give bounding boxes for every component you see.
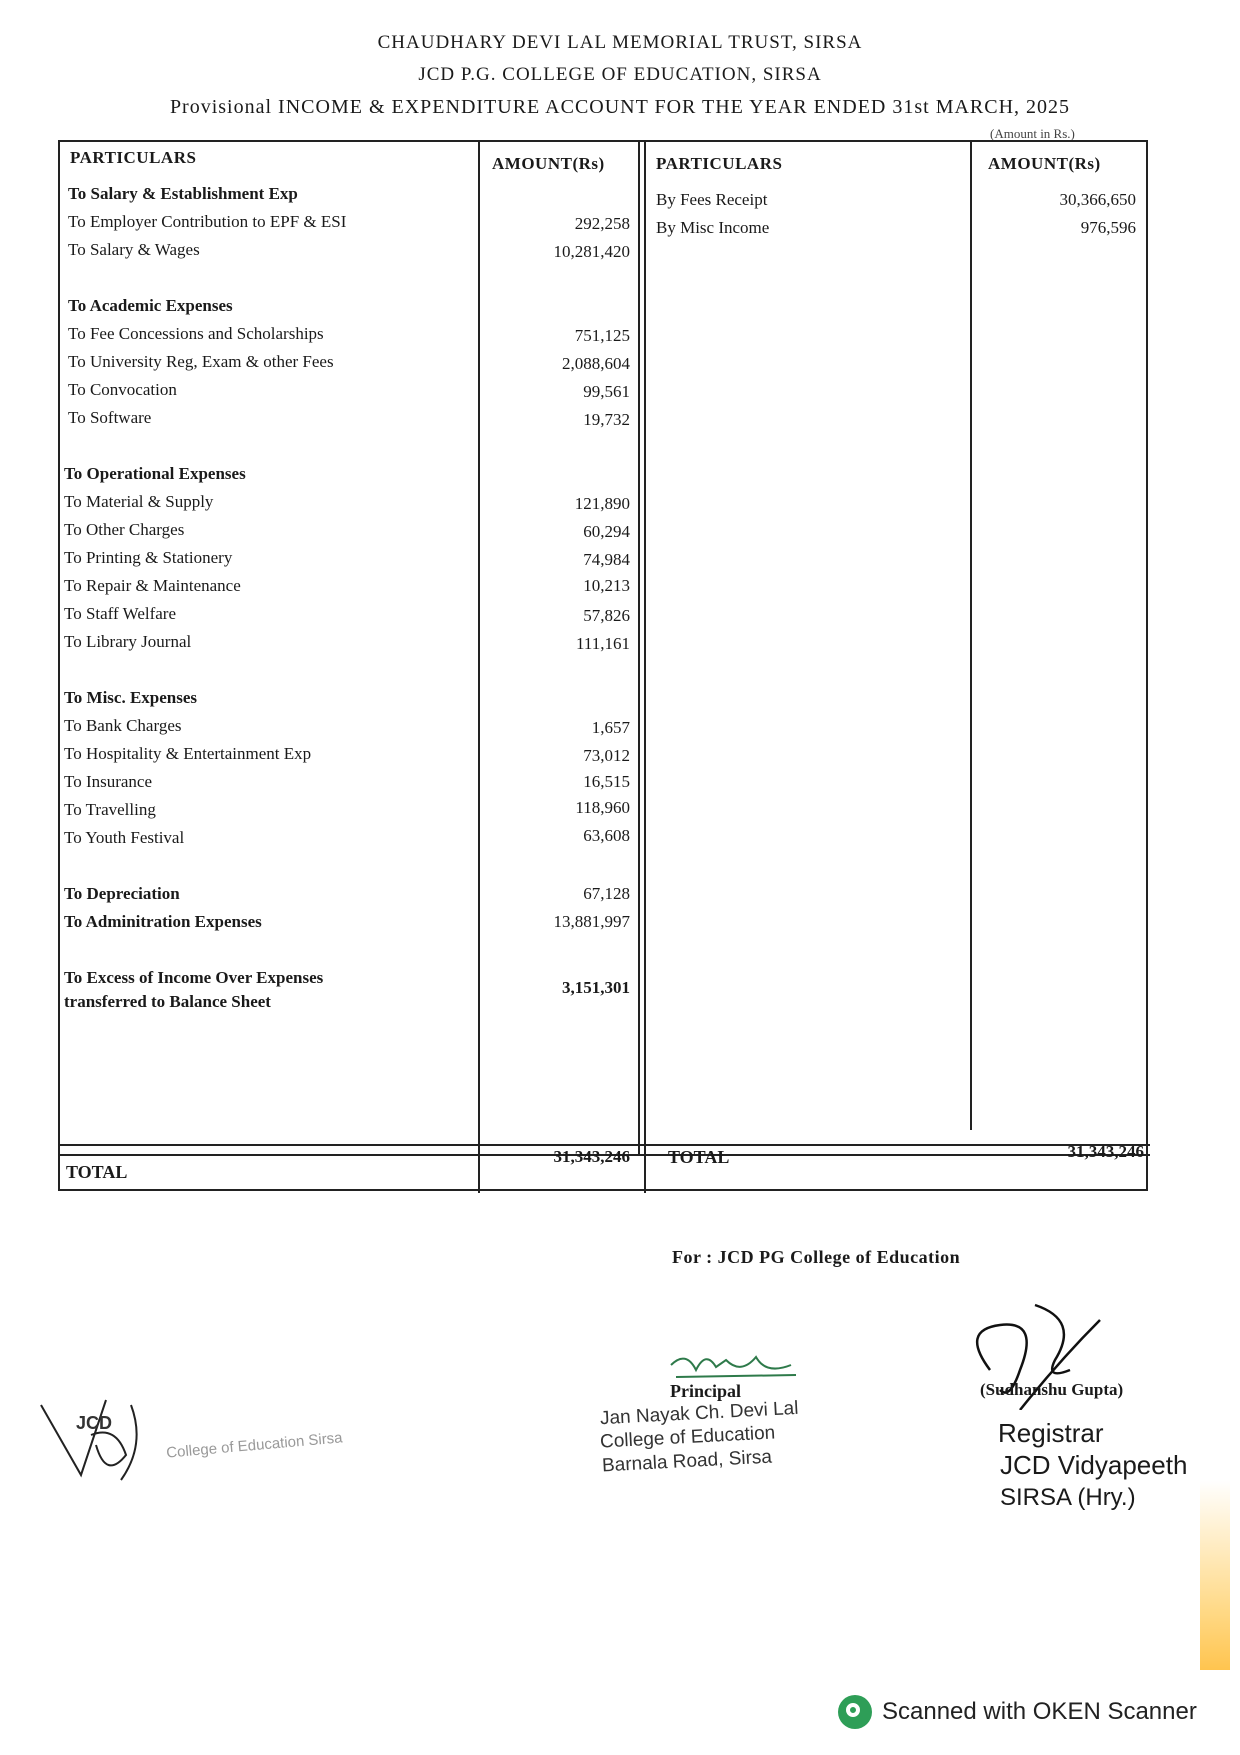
amount-unit-note: (Amount in Rs.) <box>990 126 1075 141</box>
expenditure-item: To Printing & Stationery <box>64 548 233 567</box>
registrar-stamp-line-3: SIRSA (Hry.) <box>1000 1484 1136 1511</box>
expenditure-item: To Software <box>68 408 152 427</box>
expenditure-heading: To Operational Expenses <box>64 464 246 483</box>
scanner-watermark <box>838 1695 1197 1729</box>
left-signature-mark <box>36 1385 156 1485</box>
expenditure-item: To Material & Supply <box>64 492 214 511</box>
expenditure-item: To Youth Festival <box>64 828 185 847</box>
expenditure-heading: transferred to Balance Sheet <box>64 992 271 1011</box>
divider-right-amount <box>970 142 972 1130</box>
expenditure-item: To Salary & Wages <box>68 240 200 259</box>
total-amount-left: 31,343,246 <box>553 1147 630 1166</box>
page-edge-shadow <box>1200 1480 1230 1670</box>
col-particulars-right: PARTICULARS <box>656 154 783 173</box>
expenditure-item: To Bank Charges <box>64 716 182 735</box>
expenditure-amount: 118,960 <box>575 798 630 817</box>
expenditure-amount: 2,088,604 <box>562 354 630 373</box>
expenditure-heading: To Depreciation <box>64 884 180 903</box>
registrar-stamp-line-2: JCD Vidyapeeth <box>1000 1450 1188 1480</box>
principal-signature-mark <box>666 1345 806 1385</box>
expenditure-amount: 16,515 <box>583 772 630 791</box>
principal-title: Principal <box>670 1381 741 1401</box>
expenditure-heading: To Salary & Establishment Exp <box>68 184 298 203</box>
expenditure-item: To Travelling <box>64 800 156 819</box>
registrar-signature-block <box>960 1300 1220 1530</box>
scanner-logo-icon <box>838 1695 872 1729</box>
college-name: JCD P.G. COLLEGE OF EDUCATION, SIRSA <box>418 64 822 85</box>
expenditure-amount: 19,732 <box>583 410 630 429</box>
income-expenditure-table <box>58 140 1148 1191</box>
expenditure-heading: To Academic Expenses <box>68 296 233 315</box>
total-label-right: TOTAL <box>668 1147 730 1167</box>
left-stamp-line-2: College of Education Sirsa <box>165 1429 344 1462</box>
total-amount-right: 31,343,246 <box>1067 1142 1144 1161</box>
expenditure-item: To Insurance <box>64 772 153 791</box>
expenditure-item: To Library Journal <box>64 632 192 651</box>
principal-stamp-line-1: Jan Nayak Ch. Devi Lal <box>599 1397 799 1430</box>
col-particulars-left: PARTICULARS <box>70 148 197 167</box>
divider-left-amount <box>478 142 480 1193</box>
expenditure-amount: 57,826 <box>583 606 630 625</box>
expenditure-amount: 63,608 <box>583 826 630 845</box>
scanner-label: Scanned with OKEN Scanner <box>882 1698 1197 1725</box>
expenditure-amount: 1,657 <box>591 718 630 737</box>
expenditure-item: To Employer Contribution to EPF & ESI <box>68 212 347 231</box>
income-item: By Misc Income <box>656 218 770 237</box>
principal-signature-block <box>596 1345 856 1505</box>
col-amount-right: AMOUNT(Rs) <box>988 154 1101 173</box>
expenditure-amount: 292,258 <box>574 214 630 233</box>
expenditure-amount: 99,561 <box>583 382 630 401</box>
expenditure-item: To Hospitality & Entertainment Exp <box>64 744 312 763</box>
expenditure-amount: 10,281,420 <box>553 242 630 261</box>
expenditure-item: To University Reg, Exam & other Fees <box>68 352 334 371</box>
income-amount: 976,596 <box>1080 218 1136 237</box>
principal-stamp-line-2: College of Education <box>599 1422 776 1453</box>
left-signature-stamp <box>36 1385 416 1495</box>
divider-center-2 <box>644 142 646 1193</box>
expenditure-amount: 74,984 <box>583 550 630 569</box>
for-college-line: For : JCD PG College of Education <box>672 1247 961 1267</box>
expenditure-amount: 73,012 <box>583 746 630 765</box>
col-amount-left: AMOUNT(Rs) <box>492 154 605 173</box>
expenditure-item: To Other Charges <box>64 520 185 539</box>
expenditure-heading: To Excess of Income Over Expenses <box>64 968 324 987</box>
expenditure-amount: 3,151,301 <box>562 978 630 997</box>
left-stamp-line-1: JCD <box>76 1413 113 1433</box>
income-item: By Fees Receipt <box>656 190 768 209</box>
expenditure-amount: 121,890 <box>574 494 630 513</box>
expenditure-item: To Repair & Maintenance <box>64 576 241 595</box>
expenditure-item: To Fee Concessions and Scholarships <box>68 324 324 343</box>
principal-stamp-line-3: Barnala Road, Sirsa <box>601 1446 773 1477</box>
registrar-name: (Sudhanshu Gupta) <box>980 1380 1124 1399</box>
income-amount: 30,366,650 <box>1059 190 1136 209</box>
expenditure-amount: 13,881,997 <box>553 912 630 931</box>
total-label-left: TOTAL <box>66 1162 128 1182</box>
trust-name: CHAUDHARY DEVI LAL MEMORIAL TRUST, SIRSA <box>377 32 863 53</box>
expenditure-heading: To Misc. Expenses <box>64 688 198 707</box>
expenditure-amount: 60,294 <box>583 522 630 541</box>
expenditure-amount: 111,161 <box>576 634 630 653</box>
expenditure-item: To Staff Welfare <box>64 604 176 623</box>
statement-title: Provisional INCOME & EXPENDITURE ACCOUNT FOR THE YEAR ENDED 31st MARCH, 2025 <box>169 96 1071 118</box>
expenditure-amount: 751,125 <box>574 326 630 345</box>
expenditure-amount: 10,213 <box>583 576 630 595</box>
expenditure-heading: To Adminitration Expenses <box>64 912 262 931</box>
expenditure-amount: 67,128 <box>583 884 630 903</box>
expenditure-item: To Convocation <box>68 380 177 399</box>
divider-center-1 <box>638 142 640 1154</box>
registrar-stamp-line-1: Registrar <box>998 1418 1104 1448</box>
